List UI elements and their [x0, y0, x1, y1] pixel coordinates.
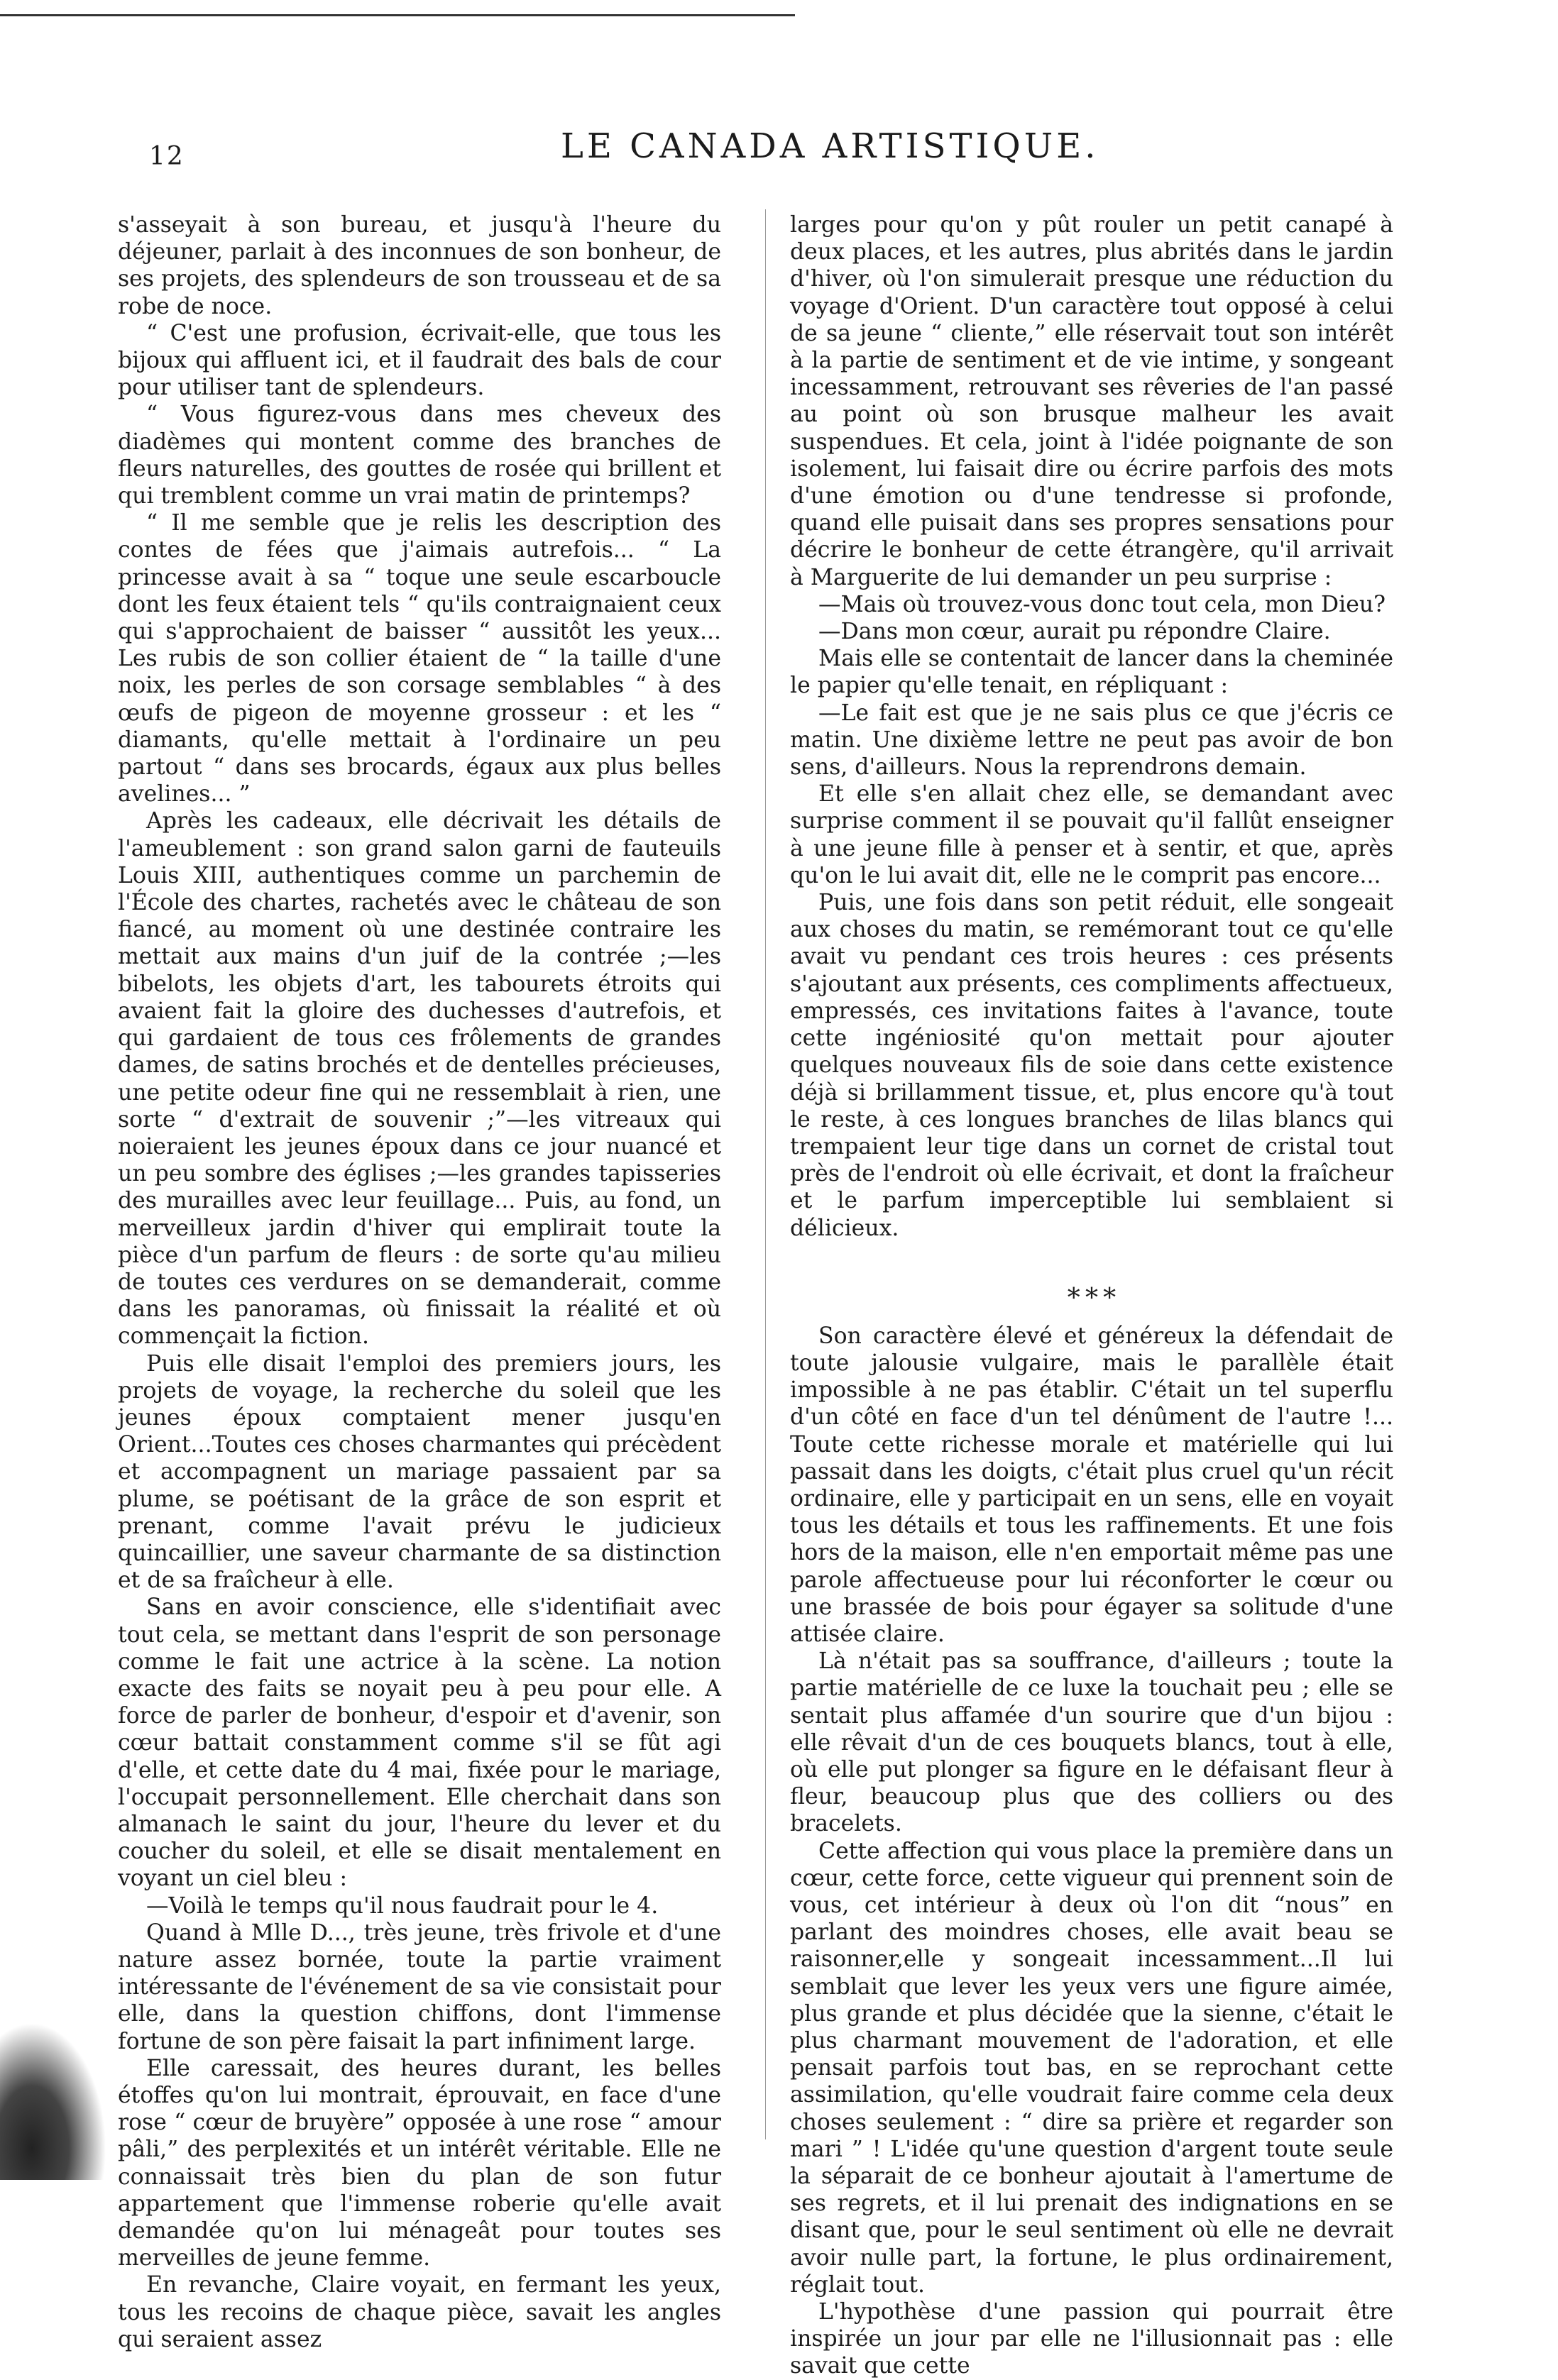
paragraph: Quand à Mlle D..., très jeune, très frivole et d'une nature assez bornée, toute la partie vraiment intéressante de l'événement de sa vie consistait pour elle, dans la question chiffons, dont l'immense fortune de son père faisait la part infiniment large. [118, 1919, 721, 2054]
paragraph: “ C'est une profusion, écrivait-elle, que tous les bijoux qui affluent ici, et il faudrait des bals de cour pour utiliser tant de splendeurs. [118, 320, 721, 401]
paragraph: larges pour qu'on y pût rouler un petit canapé à deux places, et les autres, plus abrités dans le jardin d'hiver, où l'on simulerait presque une réduction du voyage d'Orient. D'un caractère tout opposé à celui de sa jeune “ cliente,” elle réservait tout son intérêt à la partie de sentiment et de vie intime, y songeant incessamment, retrouvant ses rêveries de l'an passé au point où son brusque malheur les avait suspendues. Et cela, joint à l'idée poignante de son isolement, lui faisait dire ou écrire parfois des mots d'une émotion ou d'une tendresse si profonde, quand elle puisait dans ses propres sensations pour décrire le bonheur de cette étrangère, qu'il arrivait à Marguerite de lui demander un peu surprise : [790, 212, 1393, 590]
right-column [790, 211, 1393, 2380]
section-break-asterism: * * * [1067, 1283, 1117, 1313]
paragraph: “ Il me semble que je relis les description des contes de fées que j'aimais autrefois... “ La princesse avait à sa “ toque une seule escarboucle dont les feux étaient tels “ qu'ils contraignaient ceux qui s'approchaient de baisser “ aussitôt les yeux... Les rubis de son collier étaient de “ la taille d'une noix, les perles de son corsage semblables “ à des œufs de pigeon de moyenne grosseur : et les “ diamants, qu'elle mettait à l'ordinaire un peu partout “ dans ses brocards, égaux aux plus belles avelines... ” [118, 510, 721, 808]
paragraph: —Dans mon cœur, aurait pu répondre Claire. [818, 619, 1331, 645]
paragraph: —Le fait est que je ne sais plus ce que j'écris ce matin. Une dixième lettre ne peut pas avoir de bon sens, d'ailleurs. Nous la reprendrons demain. [790, 700, 1393, 781]
paragraph: Cette affection qui vous place la première dans un cœur, cette force, cette vigueur qui prennent soin de vous, cet intérieur à deux où l'on dit “nous” en parlant des moindres choses, elle avait beau se raisonner,elle y songeait incessamment...Il lui semblait que lever les yeux vers une figure aimée, plus grande et plus décidée que la sienne, c'était le plus charmant mouvement de l'adoration, et elle pensait parfois tout bas, en se reprochant cette assimilation, qu'elle voudrait faire comme cela deux choses seulement : “ dire sa prière et regarder son mari ” ! L'idée qu'une question d'argent toute seule la séparait de ce bonheur ajoutait à l'amertume de ses regrets, et il lui prenait des indignations en se disant que, pour le seul sentiment où elle ne devrait avoir nulle part, la fortune, le plus ordinairement, réglait tout. [790, 1838, 1393, 2298]
paragraph: “ Vous figurez-vous dans mes cheveux des diadèmes qui montent comme des branches de fleurs naturelles, des gouttes de rosée qui brillent et qui tremblent comme un vrai matin de printemps? [118, 402, 721, 509]
paragraph: En revanche, Claire voyait, en fermant les yeux, tous les recoins de chaque pièce, savait les angles qui seraient assez [118, 2272, 721, 2352]
paragraph: —Mais où trouvez-vous donc tout cela, mon Dieu? [818, 591, 1386, 617]
paragraph: Après les cadeaux, elle décrivait les détails de l'ameublement : son grand salon garni de fauteuils Louis XIII, authentiques comme un parchemin de l'École des chartes, rachetés avec le château de son fiancé, au moment où une destinée contraire les mettait aux mains d'un juif de la contrée ;—les bibelots, les objets d'art, les tabourets étroits qui avaient fait la gloire des duchesses d'autrefois, et qui gardaient de tous ces frôlements de grandes dames, de satins brochés et de dentelles précieuses, une petite odeur fine qui ne ressemblait à rien, une sorte “ d'extrait de souvenir ;”—les vitreaux qui noieraient les jeunes époux dans ce jour nuancé et un peu sombre des églises ;—les grandes tapisseries des murailles avec leur feuillage... Puis, au fond, un merveilleux jardin d'hiver qui emplirait toute la pièce d'un parfum de fleurs : de sorte qu'au milieu de toutes ces verdures on se demanderait, comme dans les panoramas, où finissait la réalité et où commençait la fiction. [118, 808, 721, 1350]
paragraph: Puis, une fois dans son petit réduit, elle songeait aux choses du matin, se remémorant tout ce qu'elle avait vu pendant ces trois heures : ces présents s'ajoutant aux présents, ces compliments affectueux, empressés, ces invitations faites à l'avance, toute cette ingéniosité qu'on mettait pour ajouter quelques nouveaux fils de soie dans cette existence déjà si brillamment tissue, et, plus encore qu'à tout le reste, à ces longues branches de lilas blancs qui trempaient leur tige dans un cornet de cristal tout près de l'endroit où elle écrivait, et dont la fraîcheur et le parfum imperceptible lui semblaient si délicieux. [790, 890, 1393, 1241]
page-number: 12 [149, 142, 185, 171]
paragraph: —Voilà le temps qu'il nous faudrait pour le 4. [146, 1893, 659, 1919]
paragraph: Mais elle se contentait de lancer dans la cheminée le papier qu'elle tenait, en répliquant : [790, 646, 1393, 699]
scan-corner-smudge [0, 2022, 106, 2180]
paragraph: Puis elle disait l'emploi des premiers jours, les projets de voyage, la recherche du soleil que les jeunes époux comptaient mener jusqu'en Orient...Toutes ces choses charmantes qui précèdent et accompagnent un mariage passaient par sa plume, se poétisant de la grâce de son esprit et prenant, comme l'avait prévu le judicieux quincaillier, une saveur charmante de sa distinction et de sa fraîcheur à elle. [118, 1350, 721, 1594]
paragraph: Son caractère élevé et généreux la défendait de toute jalousie vulgaire, mais le parallèle était impossible à ne pas établir. C'était un tel superflu d'un côté en face d'un tel dénûment de l'autre !... Toute cette richesse morale et matérielle qui lui passait dans les doigts, c'était plus cruel qu'un récit ordinaire, elle y participait en un sens, elle en voyait tous les détails et tous les raffinements. Et une fois hors de la maison, elle n'en emportait même pas une parole affectueuse pour lui réconforter le cœur ou une brassée de bois pour égayer sa solitude d'une attisée claire. [790, 1323, 1393, 1647]
paragraph: L'hypothèse d'une passion qui pourrait être inspirée un jour par elle ne l'illusionnait pas : elle savait que cette [790, 2299, 1393, 2379]
top-rule [0, 14, 795, 16]
left-column [118, 211, 721, 2353]
paragraph: Sans en avoir conscience, elle s'identifiait avec tout cela, se mettant dans l'esprit de son personage comme le fait une actrice à la scène. La notion exacte des faits se noyait peu à peu pour elle. A force de parler de bonheur, d'espoir et d'avenir, son cœur battait constamment comme s'il se fût agi d'elle, et cette date du 4 mai, fixée pour le mariage, l'occupait personnellement. Elle cherchait dans son almanach le saint du jour, l'heure du lever et du coucher du soleil, et elle se disait mentalement en voyant un ciel bleu : [118, 1594, 721, 1892]
column-divider [765, 209, 766, 2139]
paragraph: Et elle s'en allait chez elle, se demandant avec surprise comment il se pouvait qu'il fallût enseigner à une jeune fille à penser et à sentir, et que, après qu'on le lui avait dit, elle ne le comprit pas encore... [790, 781, 1393, 888]
running-title: LE CANADA ARTISTIQUE. [561, 126, 1099, 166]
paragraph: Elle caressait, des heures durant, les belles étoffes qu'on lui montrait, éprouvait, en face d'une rose “ cœur de bruyère” opposée à une rose “ amour pâli,” des perplexités et un intérêt véritable. Elle ne connaissait très bien du plan de son futur appartement que l'immense roberie qu'elle avait demandée qu'on lui ménageât pour toutes ses merveilles de jeune femme. [118, 2055, 721, 2271]
paragraph: Là n'était pas sa souffrance, d'ailleurs ; toute la partie matérielle de ce luxe la touchait peu ; elle se sentait plus affamée d'un sourire que d'un bijou : elle rêvait d'un de ces bouquets blancs, tout à elle, où elle put plonger sa figure en le défaisant fleur à fleur, beaucoup plus que des colliers ou des bracelets. [790, 1648, 1393, 1837]
paragraph: s'asseyait à son bureau, et jusqu'à l'heure du déjeuner, parlait à des inconnues de son bonheur, de ses projets, des splendeurs de son trousseau et de sa robe de noce. [118, 212, 721, 319]
